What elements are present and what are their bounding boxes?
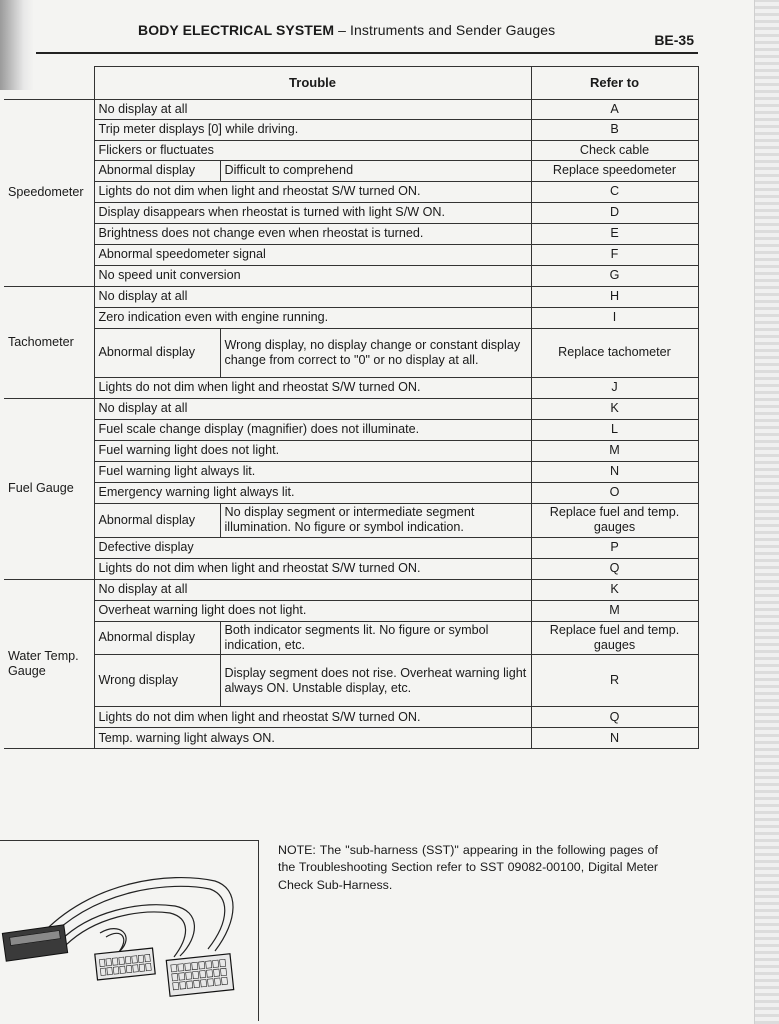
column-header-trouble: Trouble — [94, 67, 531, 100]
refer-to-cell: Q — [531, 558, 698, 579]
sub-harness-note: NOTE: The "sub-harness (SST)" appearing in the following pages of the Troubleshooting Section refer to SST 09082-00100, Digital Meter Check Sub-Harness. — [278, 843, 658, 892]
refer-to-cell: C — [531, 182, 698, 203]
trouble-description: Lights do not dim when light and rheostat S/W turned ON. — [94, 182, 531, 203]
trouble-description: Overheat warning light does not light. — [94, 600, 531, 621]
refer-to-cell: M — [531, 441, 698, 462]
table-row — [4, 120, 698, 141]
table-row — [4, 399, 698, 420]
trouble-subcategory: Abnormal display — [94, 621, 220, 655]
refer-to-cell: B — [531, 120, 698, 141]
trouble-description: Abnormal speedometer signal — [94, 245, 531, 266]
table-row — [4, 161, 698, 182]
trouble-description: Fuel warning light does not light. — [94, 441, 531, 462]
table-row — [4, 329, 698, 378]
table-row — [4, 245, 698, 266]
trouble-description: Brightness does not change even when rheostat is turned. — [94, 224, 531, 245]
harness-wire — [60, 905, 194, 956]
refer-to-cell: Q — [531, 707, 698, 728]
refer-to-cell: H — [531, 287, 698, 308]
trouble-description: Emergency warning light always lit. — [94, 483, 531, 504]
refer-to-cell: O — [531, 483, 698, 504]
table-row — [4, 420, 698, 441]
trouble-description: No display at all — [94, 399, 531, 420]
table-row — [4, 266, 698, 287]
harness-wire — [40, 878, 233, 951]
refer-to-cell: Replace fuel and temp. gauges — [531, 621, 698, 655]
table-row — [4, 558, 698, 579]
trouble-description: Temp. warning light always ON. — [94, 728, 531, 749]
trouble-detail: No display segment or intermediate segment illumination. No figure or symbol indication. — [220, 504, 531, 538]
refer-to-cell: G — [531, 266, 698, 287]
table-row — [4, 287, 698, 308]
refer-to-cell: N — [531, 462, 698, 483]
trouble-description: Flickers or fluctuates — [94, 141, 531, 161]
trouble-description: No display at all — [94, 579, 531, 600]
section-subtitle: – Instruments and Sender Gauges — [334, 22, 556, 38]
refer-to-cell: J — [531, 378, 698, 399]
trouble-description: Fuel warning light always lit. — [94, 462, 531, 483]
table-row — [4, 462, 698, 483]
table-row — [4, 621, 698, 655]
trouble-description: Zero indication even with engine running. — [94, 308, 531, 329]
table-row — [4, 203, 698, 224]
trouble-description: Display disappears when rheostat is turned with light S/W ON. — [94, 203, 531, 224]
refer-to-cell: Replace speedometer — [531, 161, 698, 182]
table-row — [4, 378, 698, 399]
refer-to-cell: A — [531, 100, 698, 120]
trouble-description: Lights do not dim when light and rheostat S/W turned ON. — [94, 378, 531, 399]
refer-to-cell: N — [531, 728, 698, 749]
table-row — [4, 504, 698, 538]
section-title-bold: BODY ELECTRICAL SYSTEM — [138, 22, 335, 38]
sub-harness-drawing — [0, 841, 258, 1021]
page-number: BE-35 — [654, 32, 694, 48]
table-body — [4, 100, 698, 749]
refer-to-cell: Check cable — [531, 141, 698, 161]
trouble-description: Lights do not dim when light and rheostat S/W turned ON. — [94, 558, 531, 579]
column-header-refer-to: Refer to — [531, 67, 698, 100]
table-row — [4, 707, 698, 728]
group-label: Speedometer — [4, 100, 94, 287]
trouble-subcategory: Abnormal display — [94, 329, 220, 378]
trouble-description: Defective display — [94, 537, 531, 558]
refer-to-cell: K — [531, 579, 698, 600]
table-row — [4, 537, 698, 558]
refer-to-cell: I — [531, 308, 698, 329]
group-label: Tachometer — [4, 287, 94, 399]
trouble-description: Fuel scale change display (magnifier) does not illuminate. — [94, 420, 531, 441]
refer-to-cell: R — [531, 655, 698, 707]
refer-to-cell: D — [531, 203, 698, 224]
group-label: Water Temp. Gauge — [4, 579, 94, 749]
refer-to-cell: M — [531, 600, 698, 621]
trouble-description: No speed unit conversion — [94, 266, 531, 287]
refer-to-cell: F — [531, 245, 698, 266]
sub-harness-illustration — [0, 840, 259, 1021]
page-header — [36, 22, 698, 54]
refer-to-cell: P — [531, 537, 698, 558]
table-header-row — [4, 67, 698, 100]
trouble-description: No display at all — [94, 100, 531, 120]
trouble-description: Trip meter displays [0] while driving. — [94, 120, 531, 141]
header-corner-cell — [4, 67, 94, 100]
trouble-subcategory: Abnormal display — [94, 161, 220, 182]
table-row — [4, 224, 698, 245]
group-label: Fuel Gauge — [4, 399, 94, 580]
table-row — [4, 100, 698, 120]
trouble-detail: Wrong display, no display change or constant display change from correct to "0" or no display at all. — [220, 329, 531, 378]
table-row — [4, 483, 698, 504]
scan-page-edge-right — [754, 0, 779, 1024]
table-row — [4, 579, 698, 600]
refer-to-cell: Replace tachometer — [531, 329, 698, 378]
table-row — [4, 728, 698, 749]
table-row — [4, 600, 698, 621]
trouble-description: Lights do not dim when light and rheostat S/W turned ON. — [94, 707, 531, 728]
refer-to-cell: E — [531, 224, 698, 245]
refer-to-cell: K — [531, 399, 698, 420]
trouble-detail: Display segment does not rise. Overheat warning light always ON. Unstable display, etc. — [220, 655, 531, 707]
trouble-detail: Difficult to comprehend — [220, 161, 531, 182]
table-row — [4, 308, 698, 329]
troubleshooting-table — [4, 66, 699, 749]
table-row — [4, 182, 698, 203]
trouble-subcategory: Abnormal display — [94, 504, 220, 538]
trouble-detail: Both indicator segments lit. No figure or symbol indication, etc. — [220, 621, 531, 655]
trouble-subcategory: Wrong display — [94, 655, 220, 707]
trouble-description: No display at all — [94, 287, 531, 308]
refer-to-cell: L — [531, 420, 698, 441]
section-title — [138, 22, 555, 38]
refer-to-cell: Replace fuel and temp. gauges — [531, 504, 698, 538]
table-row — [4, 141, 698, 161]
table-row — [4, 441, 698, 462]
table-row — [4, 655, 698, 707]
